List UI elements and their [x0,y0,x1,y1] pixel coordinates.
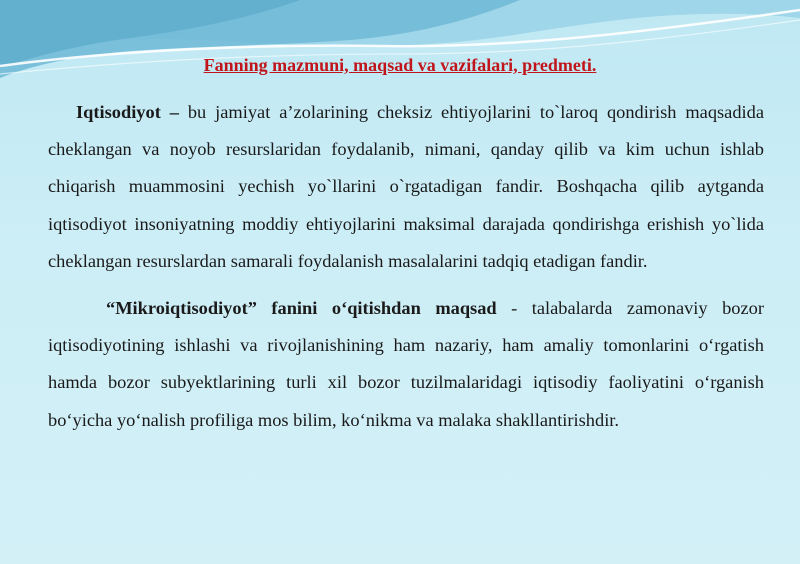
decorative-wave-header [0,0,800,95]
paragraph-course-goal [48,290,764,439]
course-goal-lead: “Mikroiqtisodiyot” fanini o‘qitishdan maqsad [106,298,497,319]
paragraph-definition [48,94,764,280]
course-goal-text: - talabalarda zamonaviy bozor iqtisodiyotining ishlashi va rivojlanishining ham nazariy, ham amaliy tomonlarini o‘rgatish hamda bozor subyektlarining turli xil bozor tuzilmalaridagi iqtisodiy faoliyatini o‘rganish bo‘yicha yo‘nalish profiliga mos bilim, ko‘nikma va malaka shakllantirishdir. [48,298,764,430]
slide-body [48,94,764,439]
term-dash: – [160,102,188,122]
term-iqtisodiyot: Iqtisodiyot [76,102,161,122]
slide-title: Fanning mazmuni, maqsad va vazifalari, predmeti. [203,55,597,75]
definition-text: bu jamiyat a’zolarining cheksiz ehtiyojlarini to`laroq qondirish maqsadida cheklangan va noyob resurslaridan foydalanib, nimani, qanday qilib va kim uchun ishlab chiqarish muammosini yechish yo`llarini o`rgatadigan fandir. Boshqacha qilib aytganda iqtisodiyot insoniyatning moddiy ehtiyojlarini maksimal darajada qondirishga erishish yo`lida cheklangan resurslardan samarali foydalanish masalalarini tadqiq etadigan fandir. [48,102,765,271]
